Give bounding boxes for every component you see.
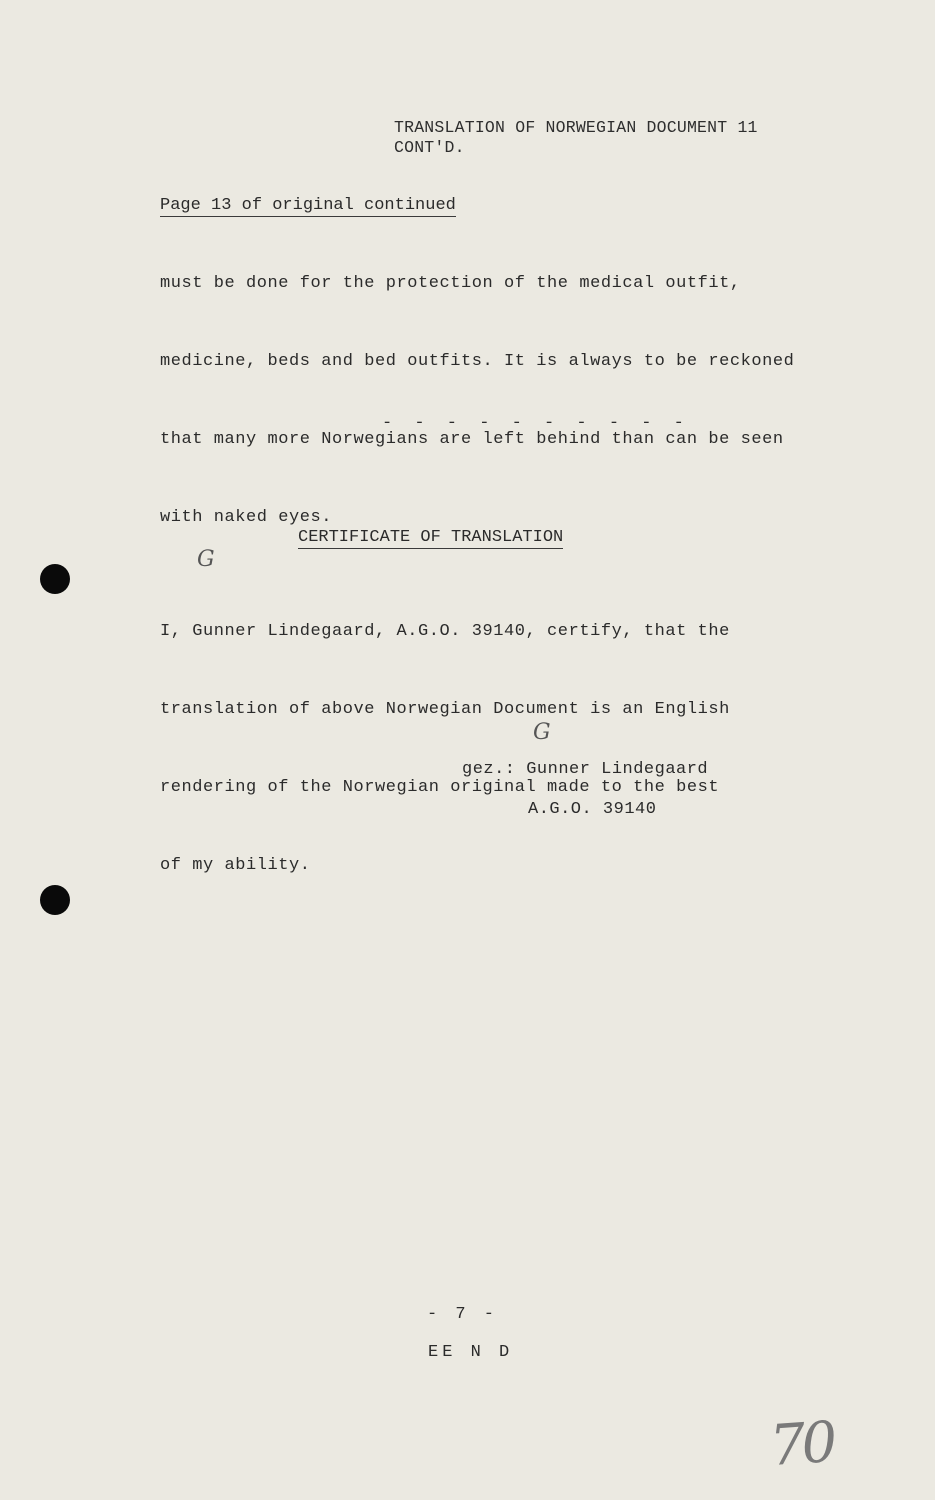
handwritten-correction-mark: G xyxy=(197,547,215,572)
page-reference-heading: Page 13 of original continued xyxy=(160,196,456,215)
certificate-line: of my ability. xyxy=(160,856,311,875)
end-marker: EE N D xyxy=(428,1343,514,1362)
document-header xyxy=(394,118,758,158)
handwritten-folio-number: 70 xyxy=(767,1409,836,1480)
certificate-paragraph xyxy=(160,584,730,934)
certificate-line: translation of above Norwegian Document is an English xyxy=(160,700,730,719)
section-separator: - - - - - - - - - - xyxy=(382,414,690,433)
body-line: must be done for the protection of the medical outfit, xyxy=(160,274,741,293)
certificate-heading: CERTIFICATE OF TRANSLATION xyxy=(298,528,564,547)
body-line: that many more Norwegians are left behind than can be seen xyxy=(160,430,784,449)
handwritten-correction-mark: G xyxy=(533,720,551,745)
certificate-line: rendering of the Norwegian original made to the best xyxy=(160,778,720,797)
punch-hole-top xyxy=(40,564,70,594)
body-line: with naked eyes. xyxy=(160,508,333,527)
body-line: medicine, beds and bed outfits. It is always to be reckoned xyxy=(160,352,795,371)
punch-hole-bottom xyxy=(40,885,70,915)
certificate-line: I, Gunner Lindegaard, A.G.O. 39140, certify, that the xyxy=(160,622,730,641)
header-title: TRANSLATION OF NORWEGIAN DOCUMENT 11 xyxy=(394,118,758,137)
header-continued: CONT'D. xyxy=(394,138,465,157)
signature-id: A.G.O. 39140 xyxy=(528,800,657,819)
page-number: - 7 - xyxy=(427,1305,499,1324)
signature-line: gez.: Gunner Lindegaard xyxy=(462,760,709,779)
